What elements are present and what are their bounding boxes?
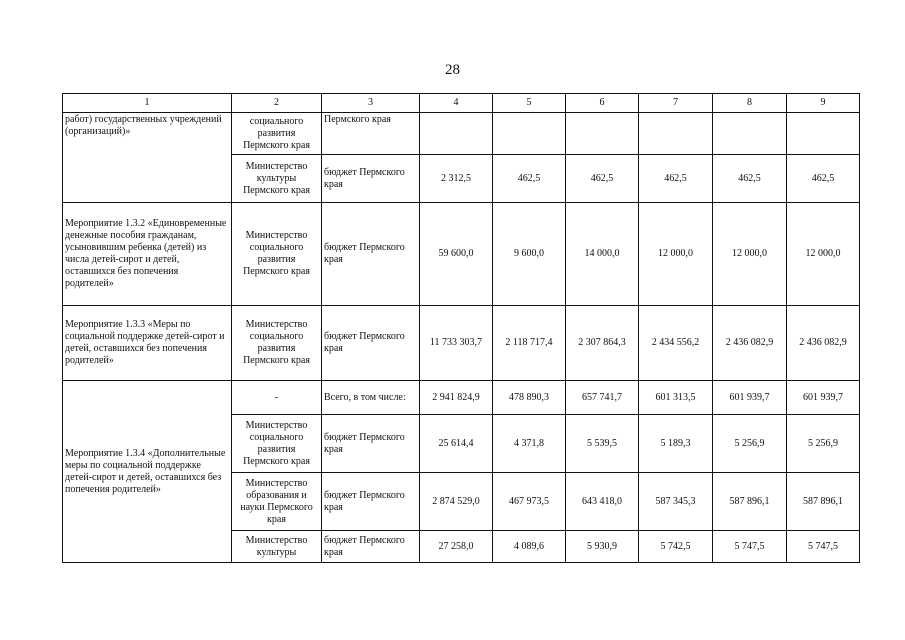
- column-number: 3: [322, 94, 420, 113]
- value-cell: 2 434 556,2: [639, 306, 713, 381]
- value-cell: 2 118 717,4: [493, 306, 566, 381]
- column-number: 2: [232, 94, 322, 113]
- value-cell: 5 539,5: [566, 415, 639, 473]
- value-cell: 587 345,3: [639, 473, 713, 531]
- value-cell: 5 930,9: [566, 531, 639, 563]
- program-table: [62, 93, 860, 563]
- value-cell: 462,5: [493, 155, 566, 203]
- value-cell: 5 256,9: [787, 415, 860, 473]
- value-cell: 2 312,5: [420, 155, 493, 203]
- value-cell: 2 436 082,9: [713, 306, 787, 381]
- value-cell: 5 742,5: [639, 531, 713, 563]
- executor-cell: социального развития Пермского края: [232, 113, 322, 155]
- column-number: 7: [639, 94, 713, 113]
- value-cell: 12 000,0: [639, 203, 713, 306]
- activity-name: Мероприятие 1.3.2 «Единовременные денежные пособия гражданам, усыновившим ребенка (детей) из числа детей-сирот и детей, оставшихся без попечения родителей»: [63, 203, 232, 306]
- value-cell: 12 000,0: [713, 203, 787, 306]
- column-number: 1: [63, 94, 232, 113]
- executor-cell: Министерство культуры: [232, 531, 322, 563]
- column-number: 8: [713, 94, 787, 113]
- funding-source-cell: бюджет Пермского края: [322, 473, 420, 531]
- value-cell: 59 600,0: [420, 203, 493, 306]
- value-cell: 467 973,5: [493, 473, 566, 531]
- value-cell: 2 874 529,0: [420, 473, 493, 531]
- value-cell: 643 418,0: [566, 473, 639, 531]
- executor-cell: Министерство социального развития Пермского края: [232, 306, 322, 381]
- executor-cell: Министерство социального развития Пермского края: [232, 415, 322, 473]
- funding-source-cell: бюджет Пермского края: [322, 155, 420, 203]
- value-cell: 25 614,4: [420, 415, 493, 473]
- value-cell: 5 256,9: [713, 415, 787, 473]
- value-cell: 601 939,7: [713, 381, 787, 415]
- column-number: 9: [787, 94, 860, 113]
- value-cell: 4 371,8: [493, 415, 566, 473]
- value-cell: 2 307 864,3: [566, 306, 639, 381]
- value-cell: 587 896,1: [713, 473, 787, 531]
- funding-source-cell: бюджет Пермского края: [322, 306, 420, 381]
- value-cell: 478 890,3: [493, 381, 566, 415]
- value-cell: 601 313,5: [639, 381, 713, 415]
- value-cell: 27 258,0: [420, 531, 493, 563]
- value-cell: 587 896,1: [787, 473, 860, 531]
- executor-cell: -: [232, 381, 322, 415]
- column-number: 6: [566, 94, 639, 113]
- funding-source-cell: бюджет Пермского края: [322, 531, 420, 563]
- value-cell: 4 089,6: [493, 531, 566, 563]
- funding-source-cell: бюджет Пермского края: [322, 415, 420, 473]
- value-cell: 2 436 082,9: [787, 306, 860, 381]
- value-cell: 9 600,0: [493, 203, 566, 306]
- value-cell: 462,5: [639, 155, 713, 203]
- value-cell: 12 000,0: [787, 203, 860, 306]
- activity-name: работ) государственных учреждений (организаций)»: [63, 113, 232, 203]
- value-cell: 601 939,7: [787, 381, 860, 415]
- value-cell: 462,5: [787, 155, 860, 203]
- executor-cell: Министерство культуры Пермского края: [232, 155, 322, 203]
- activity-name: Мероприятие 1.3.3 «Меры по социальной поддержке детей-сирот и детей, оставшихся без попечения родителей»: [63, 306, 232, 381]
- executor-cell: Министерство социального развития Пермского края: [232, 203, 322, 306]
- value-cell: 11 733 303,7: [420, 306, 493, 381]
- value-cell: 5 747,5: [787, 531, 860, 563]
- value-cell: 462,5: [713, 155, 787, 203]
- value-cell: 5 747,5: [713, 531, 787, 563]
- activity-name: Мероприятие 1.3.4 «Дополнительные меры по социальной поддержке детей-сирот и детей, оставшихся без попечения родителей»: [63, 381, 232, 563]
- value-cell: 462,5: [566, 155, 639, 203]
- table-row: [63, 306, 860, 381]
- column-number: 4: [420, 94, 493, 113]
- value-cell: 5 189,3: [639, 415, 713, 473]
- funding-source-cell: Пермского края: [322, 113, 420, 155]
- column-number-row: [63, 94, 860, 113]
- funding-source-cell: бюджет Пермского края: [322, 203, 420, 306]
- table-row: [63, 113, 860, 155]
- column-number: 5: [493, 94, 566, 113]
- funding-source-cell: Всего, в том числе:: [322, 381, 420, 415]
- table-row: [63, 381, 860, 415]
- value-cell: 14 000,0: [566, 203, 639, 306]
- value-cell: 2 941 824,9: [420, 381, 493, 415]
- value-cell: 657 741,7: [566, 381, 639, 415]
- executor-cell: Министерство образования и науки Пермского края: [232, 473, 322, 531]
- page-number: 28: [445, 62, 460, 78]
- table-row: [63, 203, 860, 306]
